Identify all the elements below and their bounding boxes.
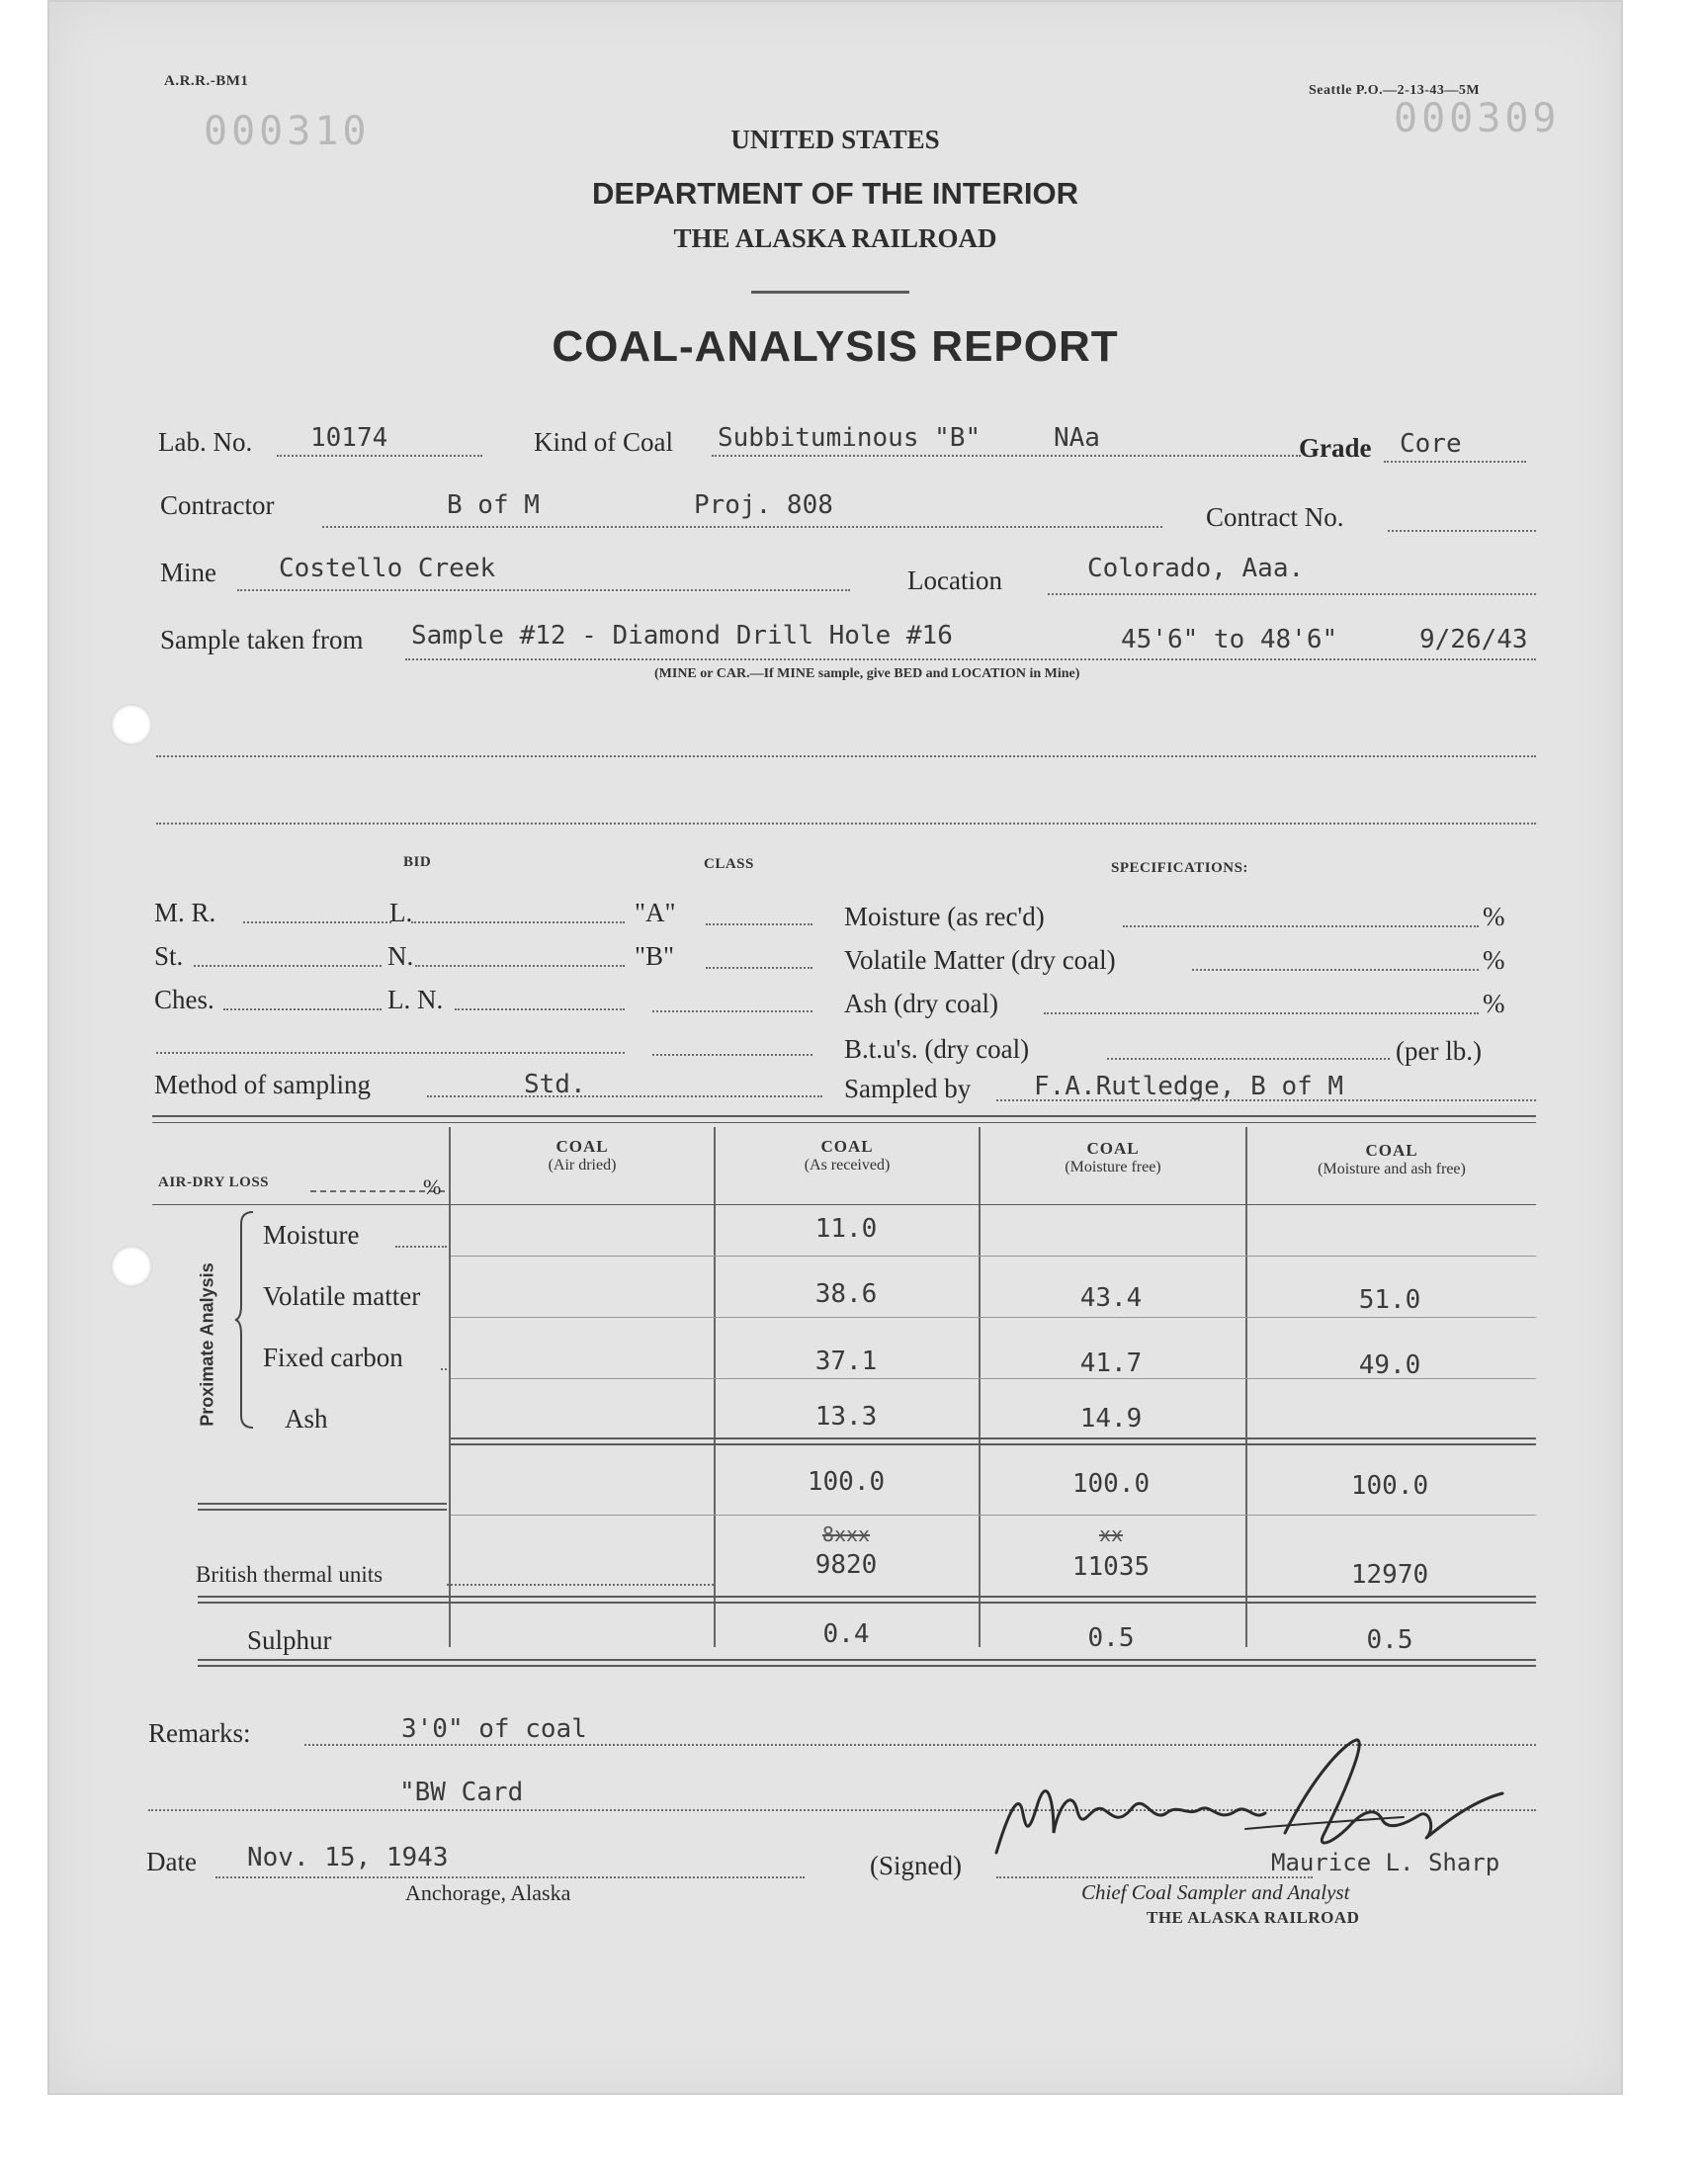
sulphur-moisture-free: 0.5	[1087, 1623, 1135, 1653]
header-divider	[751, 291, 909, 294]
signer-org: THE ALASKA RAILROAD	[1147, 1908, 1360, 1927]
spec-label: Volatile Matter (dry coal)	[844, 945, 1116, 975]
signature-line	[996, 1876, 1313, 1878]
lab-no-line	[277, 455, 482, 457]
kind-extra-value: NAa	[1054, 423, 1100, 453]
column-header-as-received	[716, 1137, 979, 1174]
signer-title: Chief Coal Sampler and Analyst	[1081, 1880, 1350, 1904]
row-label-moisture: Moisture	[263, 1220, 360, 1250]
signer-name: Maurice L. Sharp	[1271, 1849, 1500, 1876]
location-value: Colorado, Aaa.	[1087, 554, 1305, 583]
air-dry-loss-label: AIR-DRY LOSS	[158, 1174, 270, 1190]
lab-no-label: Lab. No.	[158, 427, 253, 457]
remarks-line2: "BW Card	[399, 1778, 524, 1807]
total-rule	[198, 1509, 447, 1511]
btu-moisture-free: 11035	[1071, 1552, 1151, 1582]
bid-header: BID	[403, 854, 432, 870]
contract-no-line	[1388, 530, 1536, 532]
header-line1: UNITED STATES	[730, 125, 940, 154]
bid-row-line	[411, 921, 625, 923]
stamp-number-right: 000309	[1394, 96, 1561, 141]
bid-row-line	[194, 965, 382, 967]
moisture-as-received: 11.0	[814, 1214, 878, 1244]
fixed-carbon-moisture-free: 41.7	[1079, 1348, 1143, 1378]
bid-row-line	[243, 921, 391, 923]
total-rule	[451, 1515, 1536, 1516]
contract-no-label: Contract No.	[1206, 502, 1344, 532]
subtotal-rule	[451, 1443, 1536, 1445]
spec-unit: %	[1483, 902, 1505, 931]
date-line	[215, 1876, 805, 1878]
grade-label: Grade	[1299, 433, 1372, 463]
column-title: COAL	[820, 1137, 874, 1156]
signed-label: (Signed)	[870, 1851, 962, 1880]
header-line2: DEPARTMENT OF THE INTERIOR	[592, 176, 1078, 211]
bid-row-code: L. N.	[387, 985, 444, 1014]
bid-row-line	[223, 1008, 382, 1010]
spec-label: Moisture (as rec'd)	[844, 902, 1045, 931]
mine-line	[237, 589, 850, 591]
date-label: Date	[146, 1847, 197, 1876]
form-code: A.R.R.-BM1	[164, 73, 249, 89]
location-label: Location	[907, 566, 1002, 595]
btu-rule	[198, 1602, 1536, 1604]
btu-struck-as-received: 8xxx	[821, 1522, 871, 1546]
kind-value: Subbituminous "B"	[718, 423, 982, 453]
kind-line	[712, 455, 1301, 457]
row-rule	[451, 1317, 1536, 1318]
column-title: COAL	[555, 1137, 609, 1156]
bid-row-line	[455, 1008, 625, 1010]
contractor-value: B of M	[447, 490, 540, 520]
column-title: COAL	[1365, 1141, 1418, 1160]
date-value: Nov. 15, 1943	[247, 1843, 449, 1872]
spec-line	[1123, 925, 1479, 927]
total-ash-free: 100.0	[1350, 1471, 1429, 1501]
remarks-line1: 3'0" of coal	[401, 1714, 587, 1744]
fixed-carbon-ash-free: 49.0	[1358, 1350, 1421, 1380]
method-value: Std.	[524, 1070, 586, 1099]
sample-line	[405, 658, 1536, 660]
grade-line	[1384, 461, 1526, 463]
bid-row-name: M. R.	[154, 898, 216, 927]
sulphur-label: Sulphur	[247, 1625, 332, 1655]
volatile-moisture-free: 43.4	[1079, 1283, 1143, 1313]
header-line3: THE ALASKA RAILROAD	[673, 223, 997, 253]
spec-unit: %	[1483, 989, 1505, 1018]
column-subtitle: (Air dried)	[548, 1157, 617, 1174]
lab-no-value: 10174	[310, 423, 388, 453]
row-leader	[395, 1246, 447, 1248]
bid-row-line	[415, 965, 625, 967]
column-title: COAL	[1086, 1139, 1140, 1158]
column-header-air-dried	[451, 1137, 714, 1174]
column-header-moisture-ash-free	[1247, 1141, 1536, 1178]
grade-value: Core	[1400, 429, 1462, 459]
air-dry-loss-unit: %	[423, 1174, 442, 1199]
column-subtitle: (Moisture free)	[1065, 1159, 1161, 1175]
method-label: Method of sampling	[154, 1070, 371, 1099]
specifications-header: SPECIFICATIONS:	[1111, 860, 1248, 876]
mine-value: Costello Creek	[279, 554, 496, 583]
sulphur-ash-free: 0.5	[1366, 1625, 1413, 1655]
ash-moisture-free: 14.9	[1079, 1404, 1143, 1434]
bid-row-class: "A"	[635, 898, 676, 927]
contractor-line	[322, 526, 1162, 528]
fixed-carbon-as-received: 37.1	[814, 1347, 878, 1376]
spec-label: B.t.u's. (dry coal)	[844, 1034, 1030, 1064]
table-top-rule	[152, 1115, 1536, 1117]
sample-label: Sample taken from	[160, 625, 364, 654]
total-rule	[198, 1503, 447, 1505]
blank-line	[156, 823, 1536, 825]
volatile-as-received: 38.6	[814, 1279, 878, 1309]
total-as-received: 100.0	[807, 1467, 886, 1497]
bid-row-name: Ches.	[154, 985, 214, 1014]
spec-line	[1192, 969, 1479, 971]
spec-line	[1044, 1012, 1479, 1014]
btu-struck-moisture-free: xx	[1098, 1522, 1124, 1546]
row-label-volatile: Volatile matter	[263, 1281, 421, 1311]
spec-unit: %	[1483, 945, 1505, 975]
bid-row-name: St.	[154, 941, 184, 971]
sample-date-value: 9/26/43	[1419, 625, 1528, 654]
bid-row-line	[156, 1052, 625, 1054]
punch-hole	[111, 1246, 152, 1287]
report-sheet	[47, 0, 1623, 2095]
table-bottom-rule	[198, 1665, 1536, 1667]
contractor-proj-value: Proj. 808	[694, 490, 833, 520]
spec-label: Ash (dry coal)	[844, 989, 998, 1018]
spec-unit: (per lb.)	[1396, 1036, 1482, 1066]
table-bottom-rule	[198, 1659, 1536, 1661]
method-line	[427, 1095, 822, 1097]
bid-row-code: L.	[389, 898, 413, 927]
class-header: CLASS	[704, 856, 754, 872]
sample-note: (MINE or CAR.—If MINE sample, give BED and LOCATION in Mine)	[654, 666, 1080, 681]
spec-line	[1107, 1058, 1390, 1060]
subtotal-rule	[451, 1437, 1536, 1439]
bid-row-class: "B"	[635, 941, 675, 971]
location-line	[1048, 593, 1536, 595]
row-label-ash: Ash	[285, 1404, 328, 1434]
btu-ash-free: 12970	[1350, 1560, 1429, 1590]
sampled-by-label: Sampled by	[844, 1074, 972, 1103]
volatile-ash-free: 51.0	[1358, 1285, 1421, 1315]
class-line	[706, 967, 812, 969]
column-header-moisture-free	[981, 1139, 1245, 1176]
class-line	[652, 1054, 812, 1056]
table-top-rule	[152, 1122, 1536, 1123]
total-moisture-free: 100.0	[1071, 1469, 1151, 1499]
proximate-brace	[233, 1210, 257, 1430]
page-title: COAL-ANALYSIS REPORT	[552, 322, 1119, 371]
class-line	[652, 1010, 812, 1012]
sample-value: Sample #12 - Diamond Drill Hole #16	[411, 621, 953, 651]
stamp-number-left: 000310	[204, 109, 371, 154]
btu-label: British thermal units	[196, 1562, 384, 1587]
ash-as-received: 13.3	[814, 1402, 878, 1432]
column-subtitle: (Moisture and ash free)	[1318, 1161, 1466, 1177]
bid-row-code: N.	[387, 941, 414, 971]
print-code: Seattle P.O.—2-13-43—5M	[1309, 83, 1481, 98]
proximate-analysis-label: Proximate Analysis	[197, 1262, 217, 1427]
sulphur-as-received: 0.4	[822, 1619, 870, 1649]
blank-line	[156, 755, 1536, 757]
punch-hole	[111, 704, 152, 745]
row-leader	[441, 1368, 447, 1370]
sampled-by-value: F.A.Rutledge, B of M	[1034, 1072, 1344, 1101]
btu-rule	[198, 1596, 1536, 1598]
contractor-label: Contractor	[160, 490, 275, 520]
kind-label: Kind of Coal	[534, 427, 673, 457]
column-subtitle: (As received)	[804, 1157, 891, 1174]
btu-leader	[447, 1584, 714, 1586]
remarks-label: Remarks:	[148, 1718, 251, 1748]
date-place: Anchorage, Alaska	[405, 1880, 571, 1905]
row-rule	[451, 1256, 1536, 1257]
btu-as-received: 9820	[814, 1550, 878, 1580]
sample-depth-value: 45'6" to 48'6"	[1121, 625, 1338, 654]
header-row-rule	[152, 1204, 1536, 1205]
mine-label: Mine	[160, 558, 216, 587]
class-line	[706, 923, 812, 925]
row-label-fixed-carbon: Fixed carbon	[263, 1343, 403, 1372]
